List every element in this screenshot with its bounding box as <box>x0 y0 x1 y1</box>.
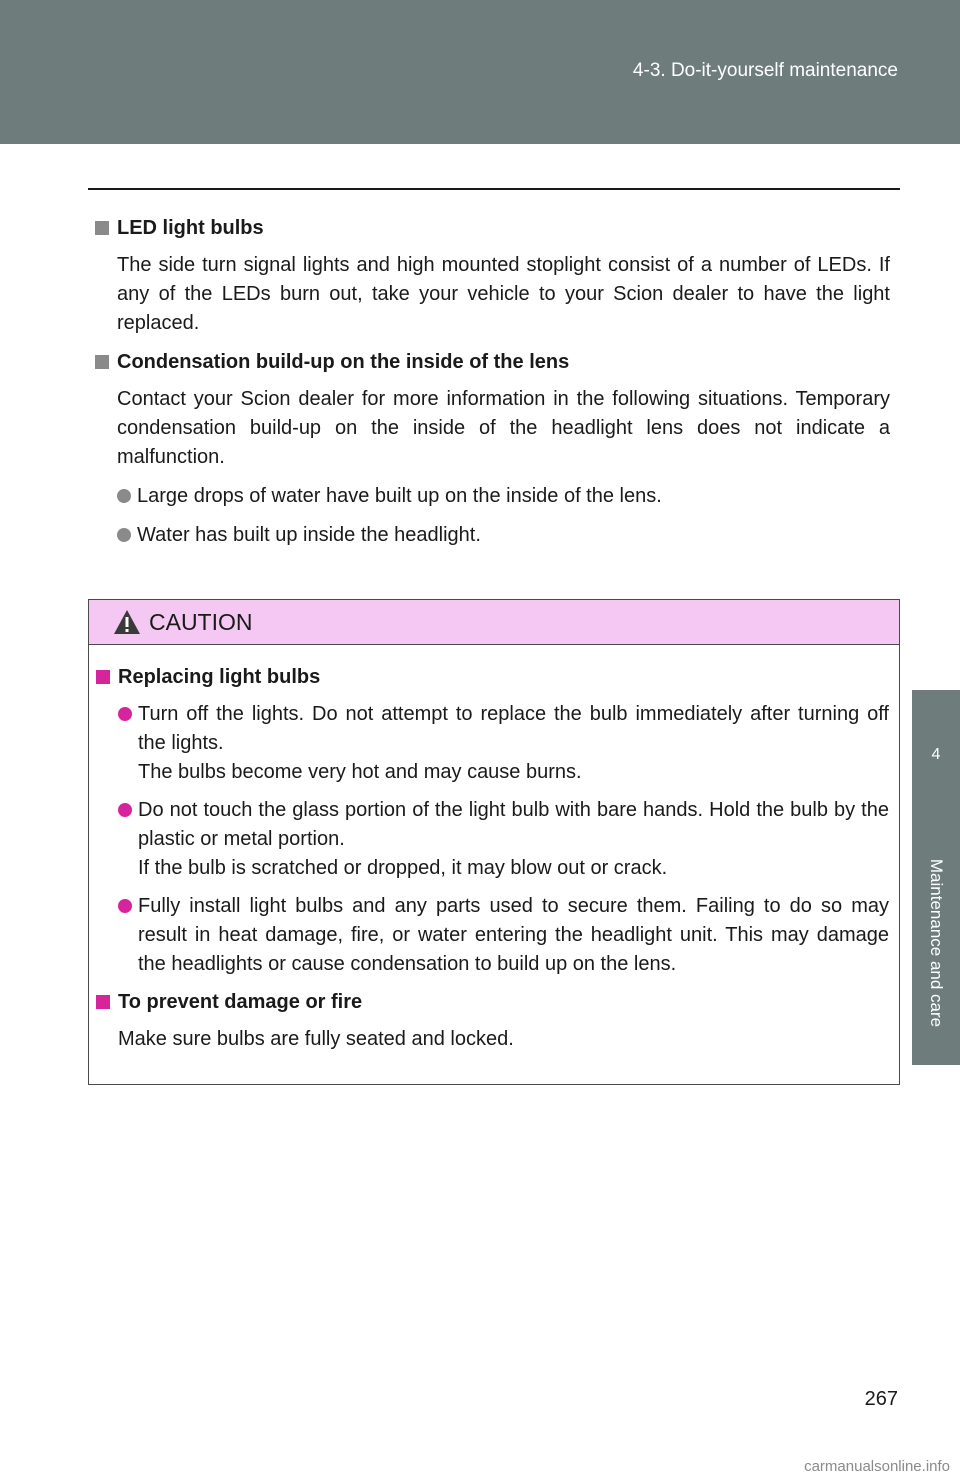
square-bullet-icon <box>96 995 110 1009</box>
condensation-text: Contact your Scion dealer for more information in the following situations. Temporary condensation build-up on the inside of the headlight lens does not indicate a malfunction. <box>117 388 890 468</box>
caution-body <box>89 645 899 1054</box>
caution-box <box>88 599 900 1085</box>
caution-header <box>89 600 899 645</box>
chapter-tab-number: 4 <box>912 690 960 820</box>
led-text: The side turn signal lights and high mounted stoplight consist of a number of LEDs. If any of the LEDs burn out, take your vehicle to your Scion dealer to have the light replaced. <box>117 254 890 334</box>
condensation-heading: Condensation build-up on the inside of the lens <box>95 348 890 377</box>
watermark: carmanualsonline.info <box>804 1458 950 1475</box>
square-bullet-icon <box>95 355 109 369</box>
round-bullet-icon <box>118 899 132 913</box>
round-bullet-icon <box>118 707 132 721</box>
led-heading: LED light bulbs <box>95 214 890 243</box>
page-header <box>0 0 960 144</box>
chapter-tab-label <box>912 820 960 1065</box>
section-title: 4-3. Do-it-yourself maintenance <box>632 60 898 81</box>
chapter-tab-text: Maintenance and care <box>927 858 946 1027</box>
list-item: Large drops of water have built up on the inside of the lens. <box>117 482 890 511</box>
square-bullet-icon <box>95 221 109 235</box>
replacing-heading: Replacing light bulbs <box>96 663 889 692</box>
list-item: Fully install light bulbs and any parts used to secure them. Failing to do so may result in heat damage, fire, or water entering the headlight unit. This may damage the headlights or cause condensation to build up on the lens. <box>118 892 889 979</box>
main-content <box>95 214 890 560</box>
round-bullet-icon <box>118 803 132 817</box>
header-rule <box>88 188 900 190</box>
list-item: Water has built up inside the headlight. <box>117 521 890 550</box>
square-bullet-icon <box>96 670 110 684</box>
page-number: 267 <box>864 1388 898 1410</box>
prevent-heading: To prevent damage or fire <box>96 988 889 1017</box>
round-bullet-icon <box>117 528 131 542</box>
prevent-text: Make sure bulbs are fully seated and locked. <box>118 1028 514 1050</box>
caution-title: CAUTION <box>149 608 253 635</box>
warning-triangle-icon <box>113 609 141 635</box>
list-item: Do not touch the glass portion of the light bulb with bare hands. Hold the bulb by the plastic or metal portion. If the bulb is scratched or dropped, it may blow out or crack. <box>118 796 889 883</box>
round-bullet-icon <box>117 489 131 503</box>
list-item: Turn off the lights. Do not attempt to replace the bulb immediately after turning off the lights. The bulbs become very hot and may cause burns. <box>118 700 889 787</box>
